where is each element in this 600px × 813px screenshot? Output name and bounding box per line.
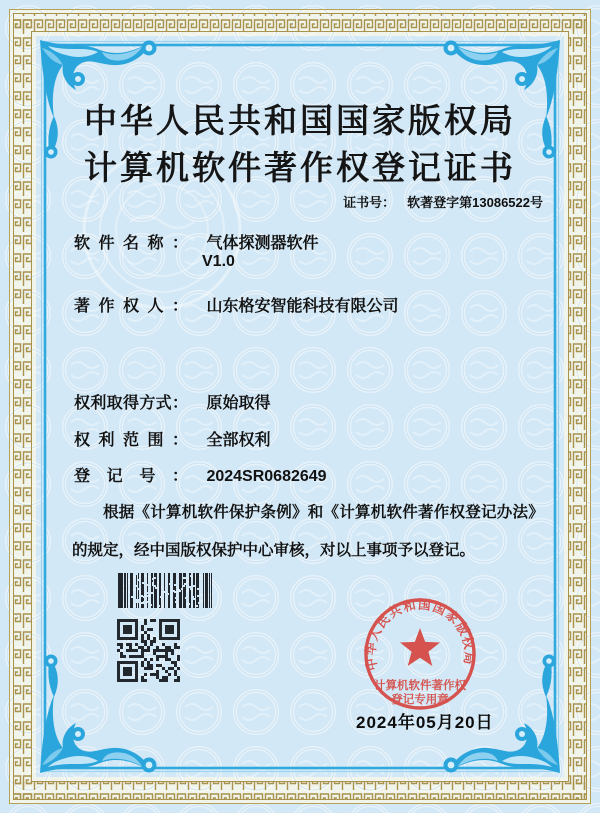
field-label: 登记号： — [74, 468, 188, 485]
certificate-number-line — [343, 192, 543, 211]
registration-statement: 根据《计算机软件保护条例》和《计算机软件著作权登记办法》的规定，经中国版权保护中心审核，对以上事项予以登记。 — [72, 504, 536, 559]
field-label: 权利取得方式： — [74, 395, 188, 412]
field-registration-number — [74, 463, 327, 486]
field-software-name — [74, 230, 318, 253]
certificate-type-title: 计算机软件著作权登记证书 — [84, 148, 516, 187]
field-value: 气体探测器软件 — [206, 235, 319, 252]
issue-date: 2024年05月20日 — [356, 713, 494, 732]
seal-ring-text: 中华人民共和国国家版权局 — [362, 596, 478, 672]
field-acquisition-method — [74, 390, 270, 413]
seal-text-line1: 计算机软件著作权 — [374, 680, 466, 692]
field-copyright-owner — [74, 293, 398, 316]
certificate-number-label: 证书号： — [343, 195, 396, 210]
field-value: 山东格安智能科技有限公司 — [206, 298, 399, 315]
issuer-title: 中华人民共和国国家版权局 — [84, 101, 516, 140]
certificate-number-value: 软著登字第13086522号 — [407, 195, 543, 210]
field-software-version: V1.0 — [202, 253, 235, 270]
field-rights-scope — [74, 427, 270, 450]
barcode — [118, 573, 212, 608]
certificate-title — [0, 97, 600, 191]
field-value: 2024SR0682649 — [206, 468, 327, 485]
official-seal — [350, 584, 490, 724]
field-value: 原始取得 — [206, 395, 271, 412]
field-label: 著作权人： — [74, 298, 188, 315]
field-label: 软件名称： — [74, 235, 188, 252]
field-value: 全部权利 — [206, 432, 271, 449]
field-label: 权利范围： — [74, 432, 188, 449]
qr-code — [117, 619, 180, 682]
seal-star-icon — [400, 628, 440, 666]
seal-text-line2: 登记专用章 — [391, 694, 449, 706]
